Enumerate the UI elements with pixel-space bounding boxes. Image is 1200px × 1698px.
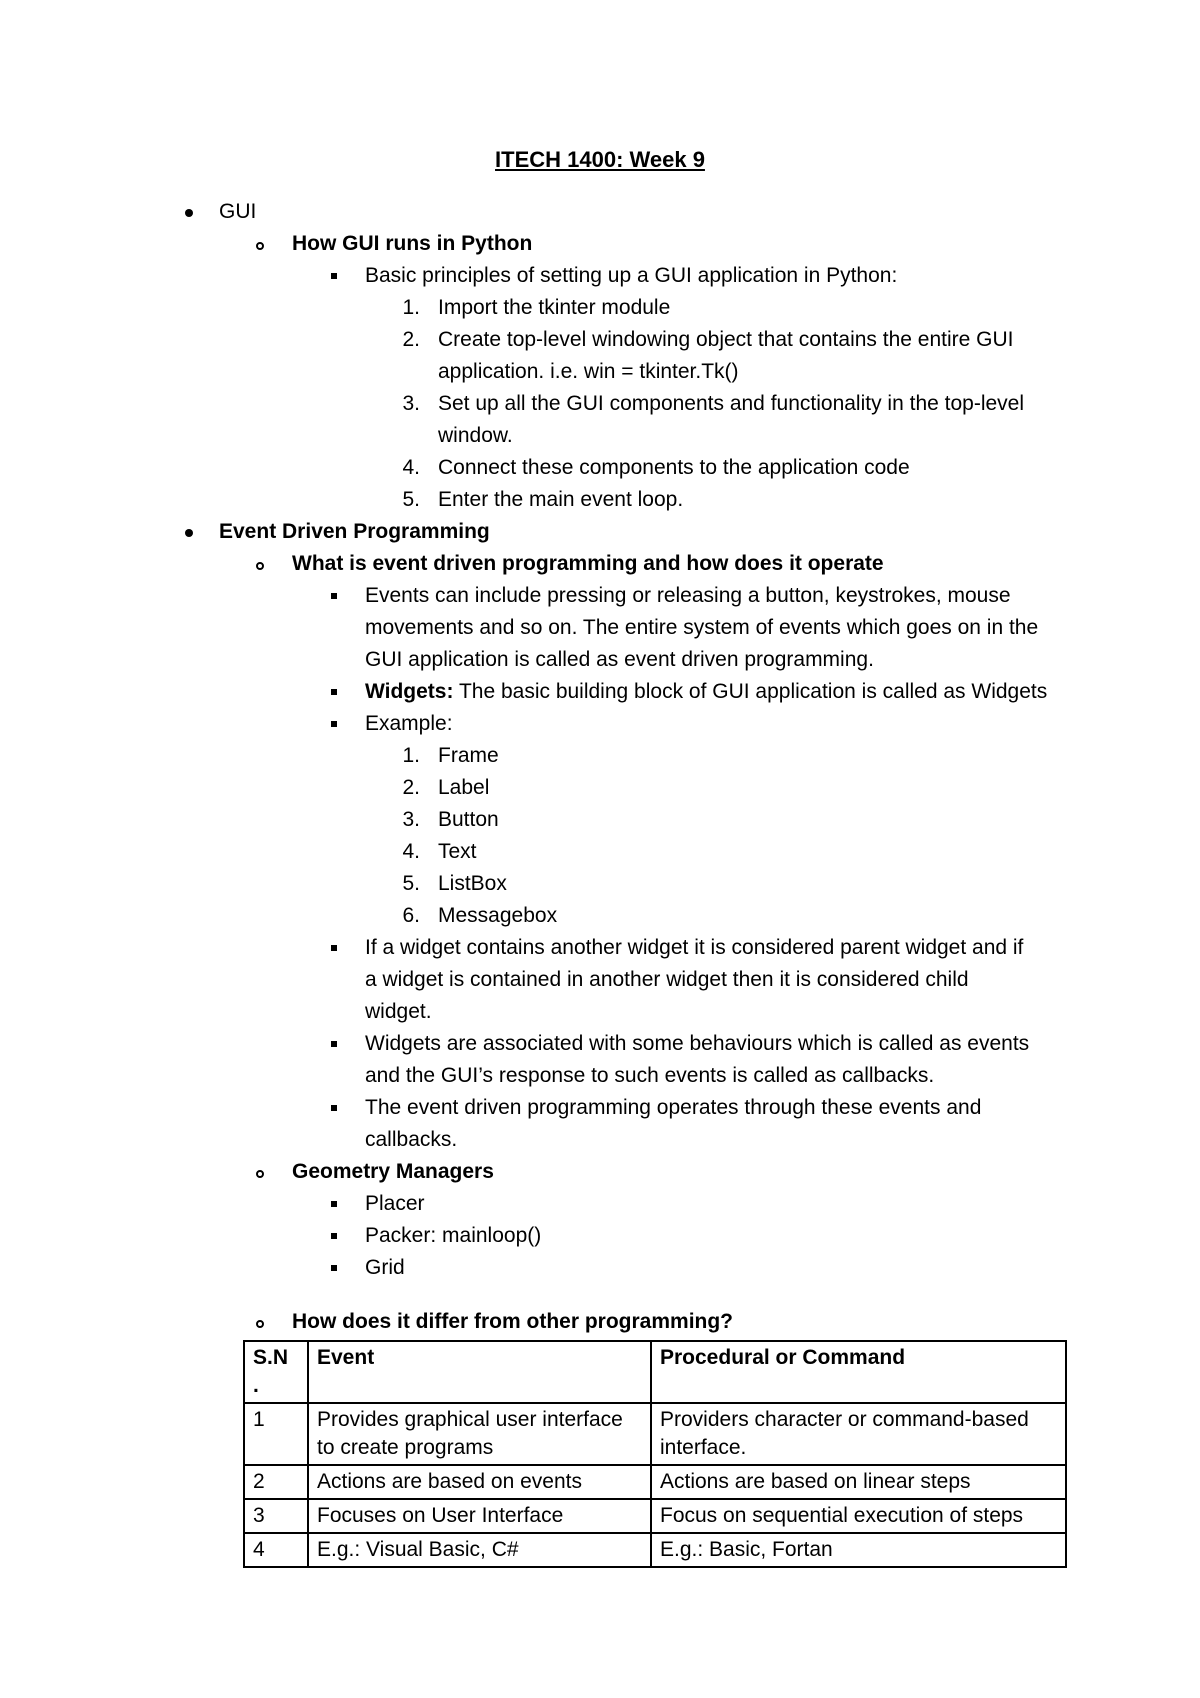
step-text: application. i.e. win = tkinter.Tk() — [438, 360, 739, 383]
example-number: 3. — [402, 808, 420, 831]
bullet-circle-icon — [256, 1320, 264, 1328]
example-number: 4. — [402, 840, 420, 863]
differ-heading: How does it differ from other programming? — [292, 1310, 734, 1333]
bullet-dot-icon — [185, 529, 193, 537]
table-cell: E.g.: Visual Basic, C# — [308, 1533, 651, 1567]
step-text: window. — [438, 424, 513, 447]
table-row — [244, 1403, 1066, 1465]
gui-heading: GUI — [219, 200, 257, 223]
table-cell: Focuses on User Interface — [308, 1499, 651, 1533]
table-header-cell: Procedural or Command — [651, 1341, 1066, 1403]
table-header-cell: Event — [308, 1341, 651, 1403]
bullet-square-icon — [331, 1201, 337, 1207]
bullet-circle-icon — [256, 242, 264, 250]
table-row — [244, 1533, 1066, 1567]
table-row — [244, 1465, 1066, 1499]
bullet-square-icon — [331, 689, 337, 695]
step-number: 2. — [402, 328, 420, 351]
bullet-circle-icon — [256, 562, 264, 570]
geometry-item: Packer: mainloop() — [365, 1224, 542, 1247]
example-item: Messagebox — [438, 904, 558, 927]
bullet-square-icon — [331, 1105, 337, 1111]
operates-text: callbacks. — [365, 1128, 458, 1151]
bullet-square-icon — [331, 1265, 337, 1271]
table-cell: 4 — [244, 1533, 308, 1567]
widgets-definition — [365, 676, 1047, 708]
table-cell: Providers character or command-based interface. — [651, 1403, 1066, 1465]
step-number: 5. — [402, 488, 420, 511]
parent-widget-text: widget. — [365, 1000, 432, 1023]
table-cell: Actions are based on events — [308, 1465, 651, 1499]
table-cell: Focus on sequential execution of steps — [651, 1499, 1066, 1533]
bullet-square-icon — [331, 1233, 337, 1239]
table-cell: E.g.: Basic, Fortan — [651, 1533, 1066, 1567]
example-number: 2. — [402, 776, 420, 799]
example-item: Button — [438, 808, 499, 831]
operates-text: The event driven programming operates through these events and — [365, 1096, 982, 1119]
table-cell: 3 — [244, 1499, 308, 1533]
behaviour-text: and the GUI’s response to such events is called as callbacks. — [365, 1064, 935, 1087]
step-text: Import the tkinter module — [438, 296, 671, 319]
example-item: Frame — [438, 744, 499, 767]
events-text: movements and so on. The entire system of events which goes on in the — [365, 616, 1039, 639]
events-text: Events can include pressing or releasing a button, keystrokes, mouse — [365, 584, 1011, 607]
table-cell: Actions are based on linear steps — [651, 1465, 1066, 1499]
geometry-item: Grid — [365, 1256, 405, 1279]
step-text: Connect these components to the application code — [438, 456, 910, 479]
geometry-item: Placer — [365, 1192, 425, 1215]
gui-sub-heading: How GUI runs in Python — [292, 232, 533, 255]
table-cell: Provides graphical user interface to create programs — [308, 1403, 651, 1465]
step-number: 4. — [402, 456, 420, 479]
principles-intro: Basic principles of setting up a GUI application in Python: — [365, 264, 898, 287]
edp-heading: Event Driven Programming — [219, 520, 490, 543]
step-text: Enter the main event loop. — [438, 488, 684, 511]
table-header-cell: S.N . — [244, 1341, 308, 1403]
example-item: Label — [438, 776, 490, 799]
geometry-heading: Geometry Managers — [292, 1160, 494, 1183]
bullet-square-icon — [331, 1041, 337, 1047]
parent-widget-text: If a widget contains another widget it is considered parent widget and if — [365, 936, 1024, 959]
example-number: 6. — [402, 904, 420, 927]
widgets-text: The basic building block of GUI application is called as Widgets — [453, 680, 1048, 703]
edp-sub-heading: What is event driven programming and how does it operate — [292, 552, 884, 575]
behaviour-text: Widgets are associated with some behaviours which is called as events — [365, 1032, 1030, 1055]
table-header-row — [244, 1341, 1066, 1403]
parent-widget-text: a widget is contained in another widget then it is considered child — [365, 968, 969, 991]
step-text: Set up all the GUI components and functionality in the top-level — [438, 392, 1025, 415]
table-cell: 1 — [244, 1403, 308, 1465]
example-number: 5. — [402, 872, 420, 895]
comparison-table — [243, 1340, 1067, 1568]
widgets-label: Widgets: — [365, 680, 454, 703]
table-row — [244, 1499, 1066, 1533]
bullet-square-icon — [331, 593, 337, 599]
bullet-circle-icon — [256, 1170, 264, 1178]
bullet-square-icon — [331, 273, 337, 279]
bullet-square-icon — [331, 945, 337, 951]
example-item: Text — [438, 840, 477, 863]
bullet-square-icon — [331, 721, 337, 727]
example-item: ListBox — [438, 872, 507, 895]
example-label: Example: — [365, 712, 453, 735]
table-cell: 2 — [244, 1465, 308, 1499]
step-text: Create top-level windowing object that contains the entire GUI — [438, 328, 1014, 351]
bullet-dot-icon — [185, 209, 193, 217]
example-number: 1. — [402, 744, 420, 767]
events-text: GUI application is called as event driven programming. — [365, 648, 874, 671]
step-number: 1. — [402, 296, 420, 319]
step-number: 3. — [402, 392, 420, 415]
page-title: ITECH 1400: Week 9 — [495, 147, 705, 172]
